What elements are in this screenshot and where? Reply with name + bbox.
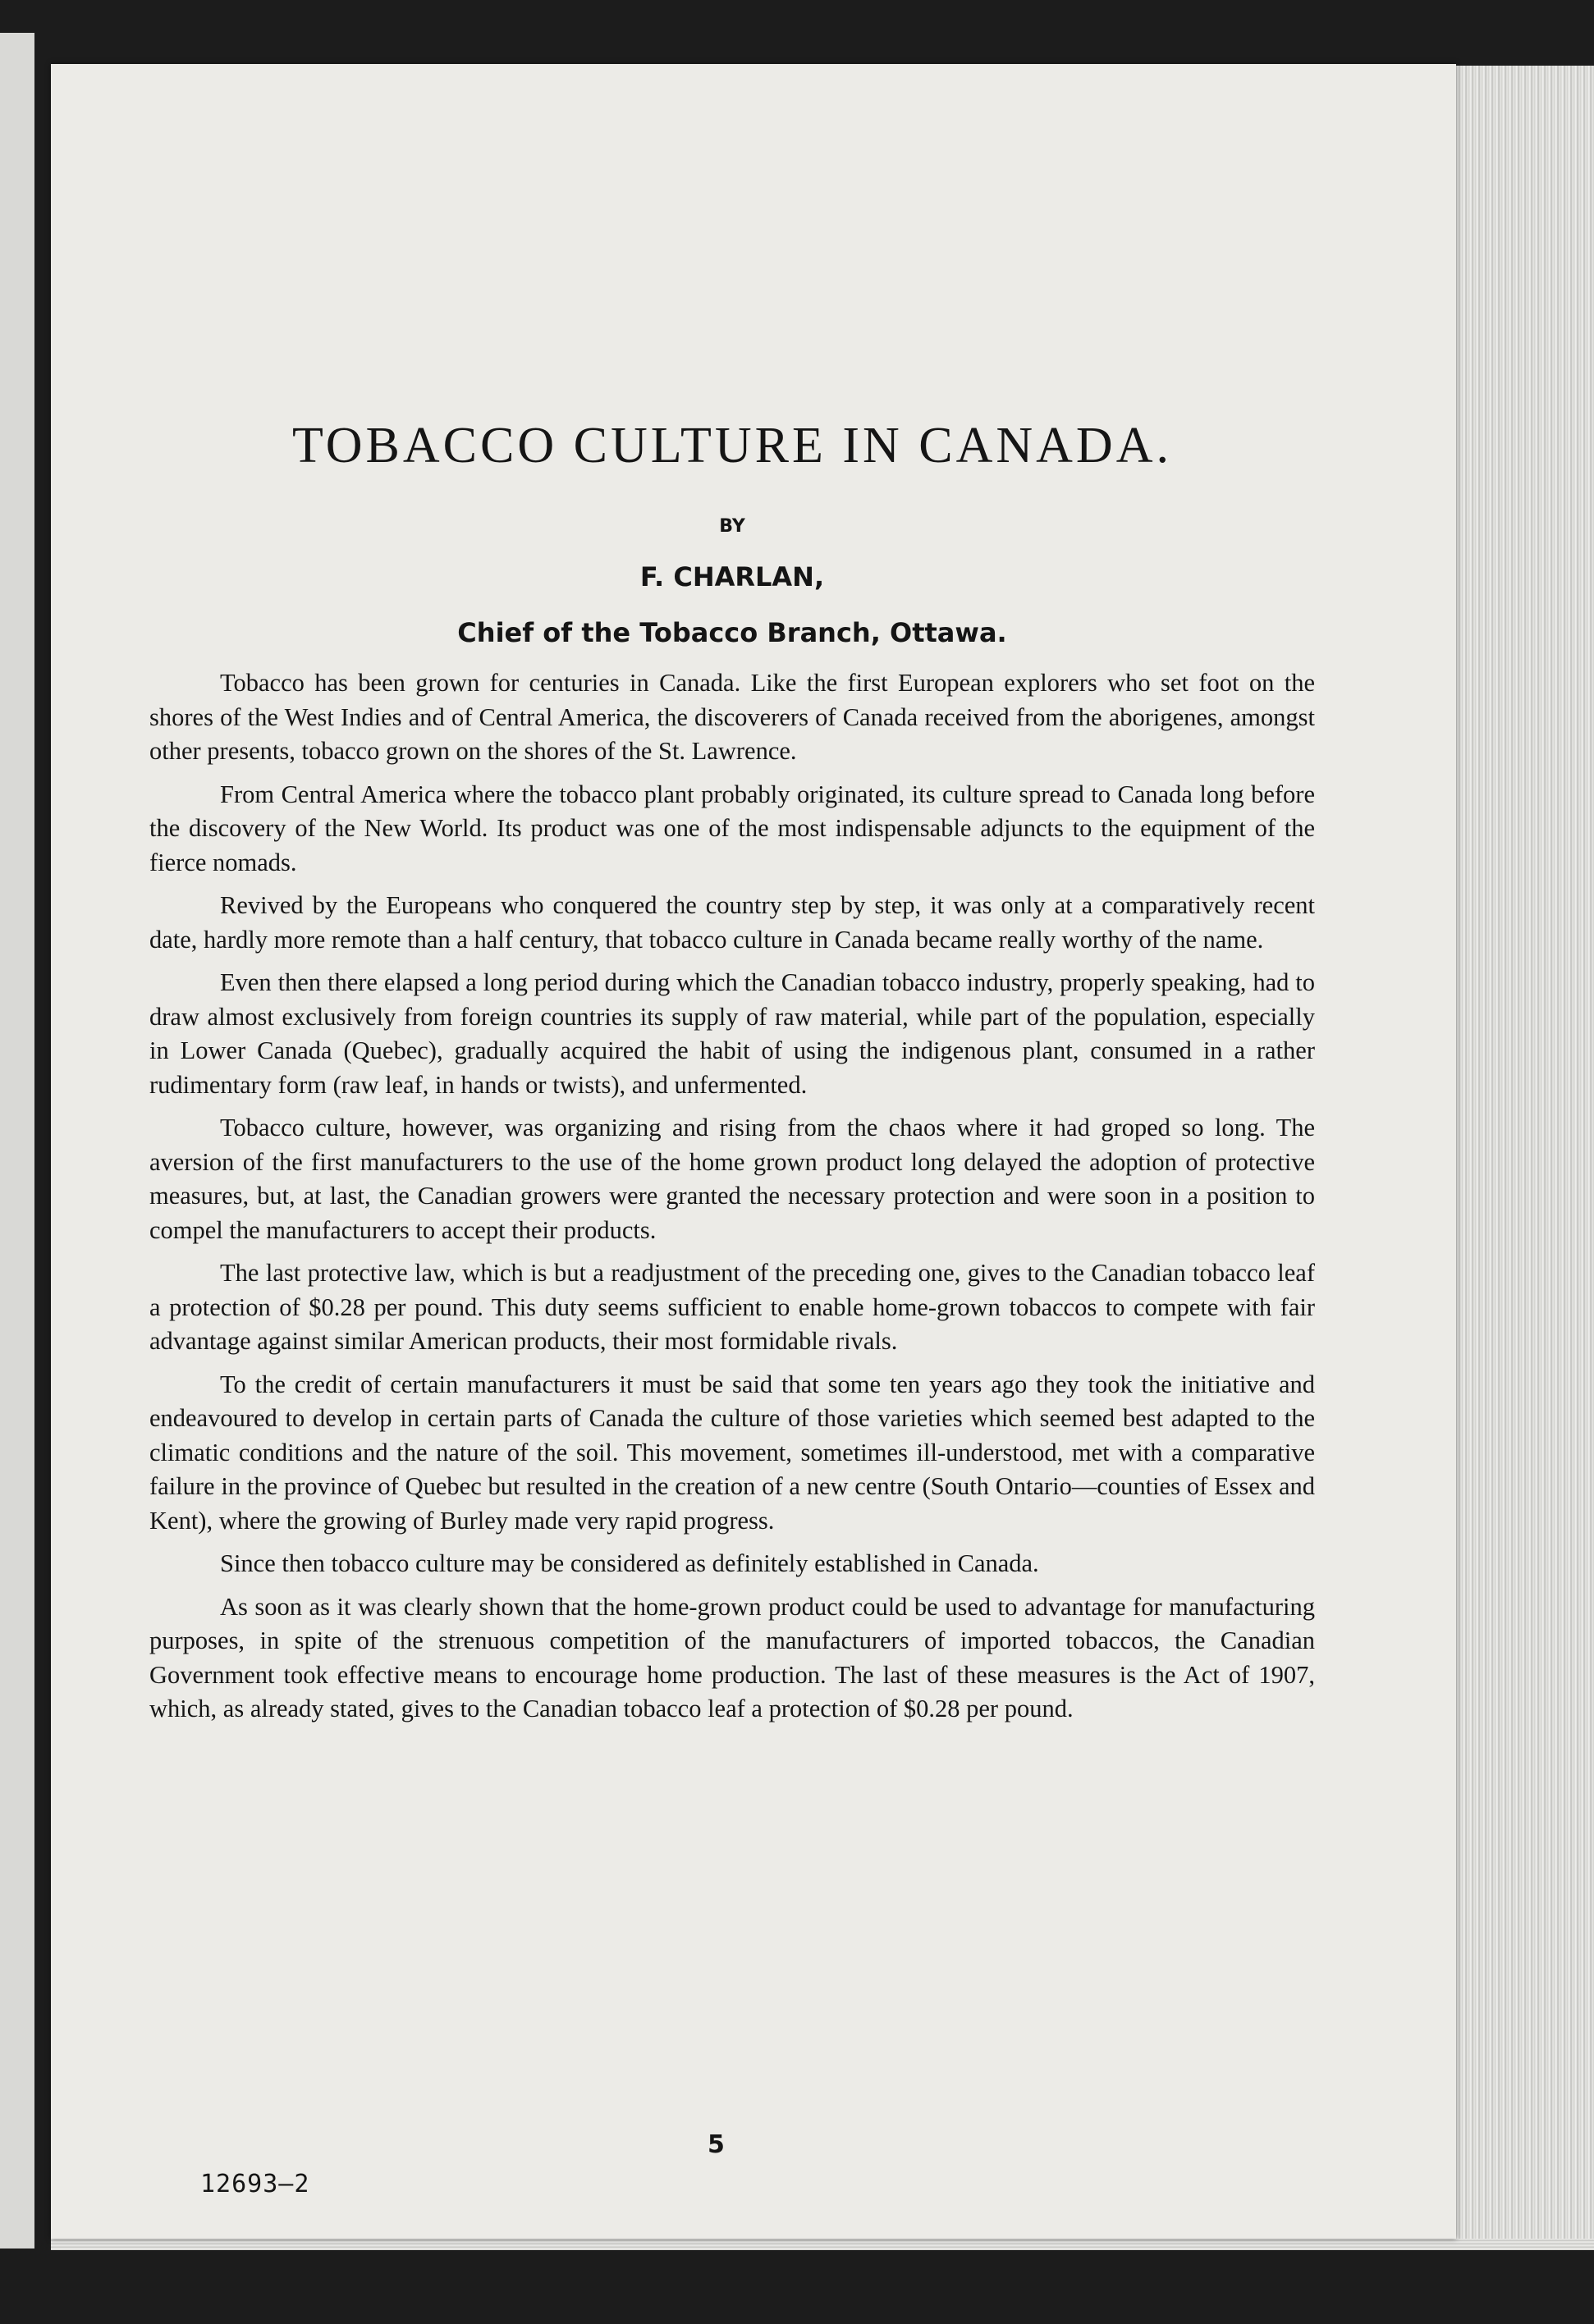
adjacent-page-strip xyxy=(0,33,34,2249)
paragraph: Tobacco culture, however, was organizing and rising from the chaos where it had groped so long. The aversion of the first manufacturers to the use of the home grown product long delayed the adoption of protective measures, but, at last, the Canadian growers were granted the necessary protection and were soon in a position to compel the manufacturers to accept their products. xyxy=(149,1114,1315,1244)
page-number: 5 xyxy=(708,2130,725,2159)
paragraph: Tobacco has been grown for centuries in Canada. Like the first European explorers who set foot on the shores of the West Indies and of Central America, the discoverers of Canada received from the aborigenes, amongst other presents, tobacco grown on the shores of the St. Lawrence. xyxy=(149,669,1315,765)
paragraph: As soon as it was clearly shown that the home-grown product could be used to advantage for manufacturing purposes, in spite of the strenuous competition of the manufacturers of imported tobaccos, the Canadian Government took effective means to encourage home production. The last of these measures is the Act of 1907, which, as already stated, gives to the Canadian tobacco leaf a protection of $0.28 per pound. xyxy=(149,1592,1315,1722)
paragraph: The last protective law, which is but a readjustment of the preceding one, gives to the Canadian tobacco leaf a protection of $0.28 per pound. This duty seems sufficient to enable home-grown tobaccos to compete with fair advantage against similar American products, their most formidable rivals. xyxy=(149,1259,1315,1355)
printer-signature-code: 12693—2 xyxy=(200,2170,310,2198)
paragraph: To the credit of certain manufacturers it must be said that some ten years ago they took the initiative and endeavoured to develop in certain parts of Canada the culture of those varieties which seemed best adapted to the climatic conditions and the nature of the soil. This movement, sometimes ill-understood, met with a comparative failure in the province of Quebec but resulted in the creation of a new centre (South Ontario—counties of Essex and Kent), where the growing of Burley made very rapid progress. xyxy=(149,1370,1315,1535)
paragraph: Even then there elapsed a long period during which the Canadian tobacco industry, properly speaking, had to draw almost exclusively from foreign countries its supply of raw material, while part of the population, especially in Lower Canada (Quebec), gradually acquired the habit of using the indigenous plant, consumed in a rather rudimentary form (raw leaf, in hands or twists), and unfermented. xyxy=(149,968,1315,1099)
byline: BY xyxy=(719,516,745,537)
paragraph: Revived by the Europeans who conquered the country step by step, it was only at a comparatively recent date, hardly more remote than a half century, that tobacco culture in Canada became really worthy of the name. xyxy=(149,891,1315,954)
scanned-page xyxy=(51,64,1456,2239)
paragraph: From Central America where the tobacco plant probably originated, its culture spread to Canada long before the discovery of the New World. Its product was one of the most indispensable adjuncts to the equipment of the fierce nomads. xyxy=(149,780,1315,876)
book-page-edges-bottom xyxy=(51,2239,1594,2250)
author-name: F. CHARLAN, xyxy=(639,561,825,592)
author-affiliation: Chief of the Tobacco Branch, Ottawa. xyxy=(457,617,1007,648)
book-page-edges xyxy=(1456,66,1594,2249)
paragraph: Since then tobacco culture may be considered as definitely established in Canada. xyxy=(220,1549,1039,1577)
article-title: TOBACCO CULTURE IN CANADA. xyxy=(292,418,1172,473)
article-body xyxy=(149,417,1315,1736)
